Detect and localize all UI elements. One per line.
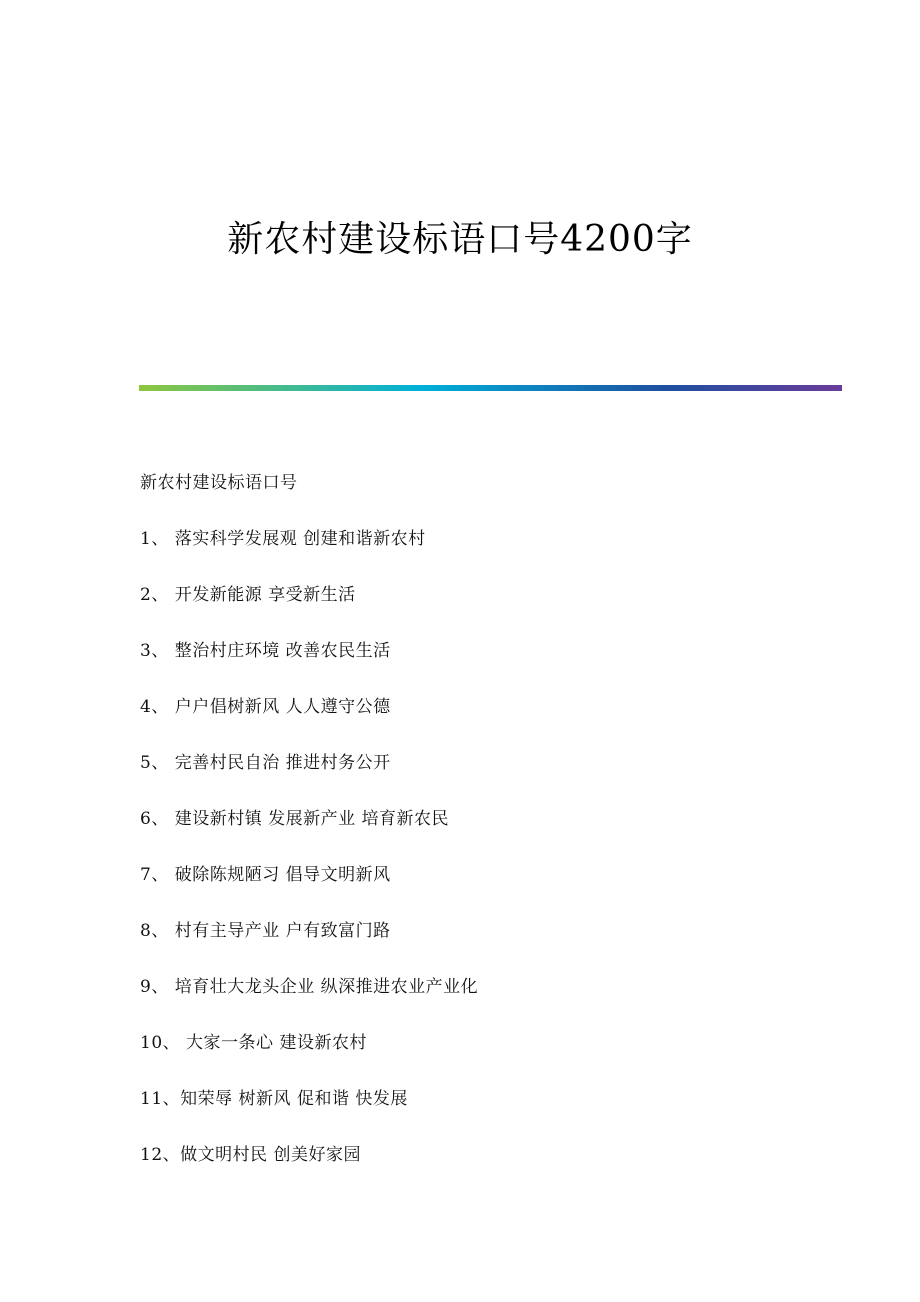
document-title: 新农村建设标语口号4200字 [227,219,693,260]
slogan-line: 10、 大家一条心 建设新农村 [140,1033,367,1053]
section-heading: 新农村建设标语口号 [140,473,298,493]
title-divider [139,385,842,391]
slogan-line: 1、 落实科学发展观 创建和谐新农村 [140,529,426,549]
slogan-line: 6、 建设新村镇 发展新产业 培育新农民 [140,809,450,829]
slogan-line: 3、 整治村庄环境 改善农民生活 [140,641,391,661]
slogan-line: 9、 培育壮大龙头企业 纵深推进农业产业化 [140,977,479,997]
slogan-line: 12、做文明村民 创美好家园 [140,1145,362,1165]
document-body [140,470,840,1198]
slogan-line: 8、 村有主导产业 户有致富门路 [140,921,391,941]
slogan-line: 7、 破除陈规陋习 倡导文明新风 [140,865,391,885]
slogan-line: 4、 户户倡树新风 人人遵守公德 [140,697,391,717]
slogan-line: 11、知荣辱 树新风 促和谐 快发展 [140,1089,408,1109]
slogan-line: 5、 完善村民自治 推进村务公开 [140,753,391,773]
slogan-line: 2、 开发新能源 享受新生活 [140,585,356,605]
